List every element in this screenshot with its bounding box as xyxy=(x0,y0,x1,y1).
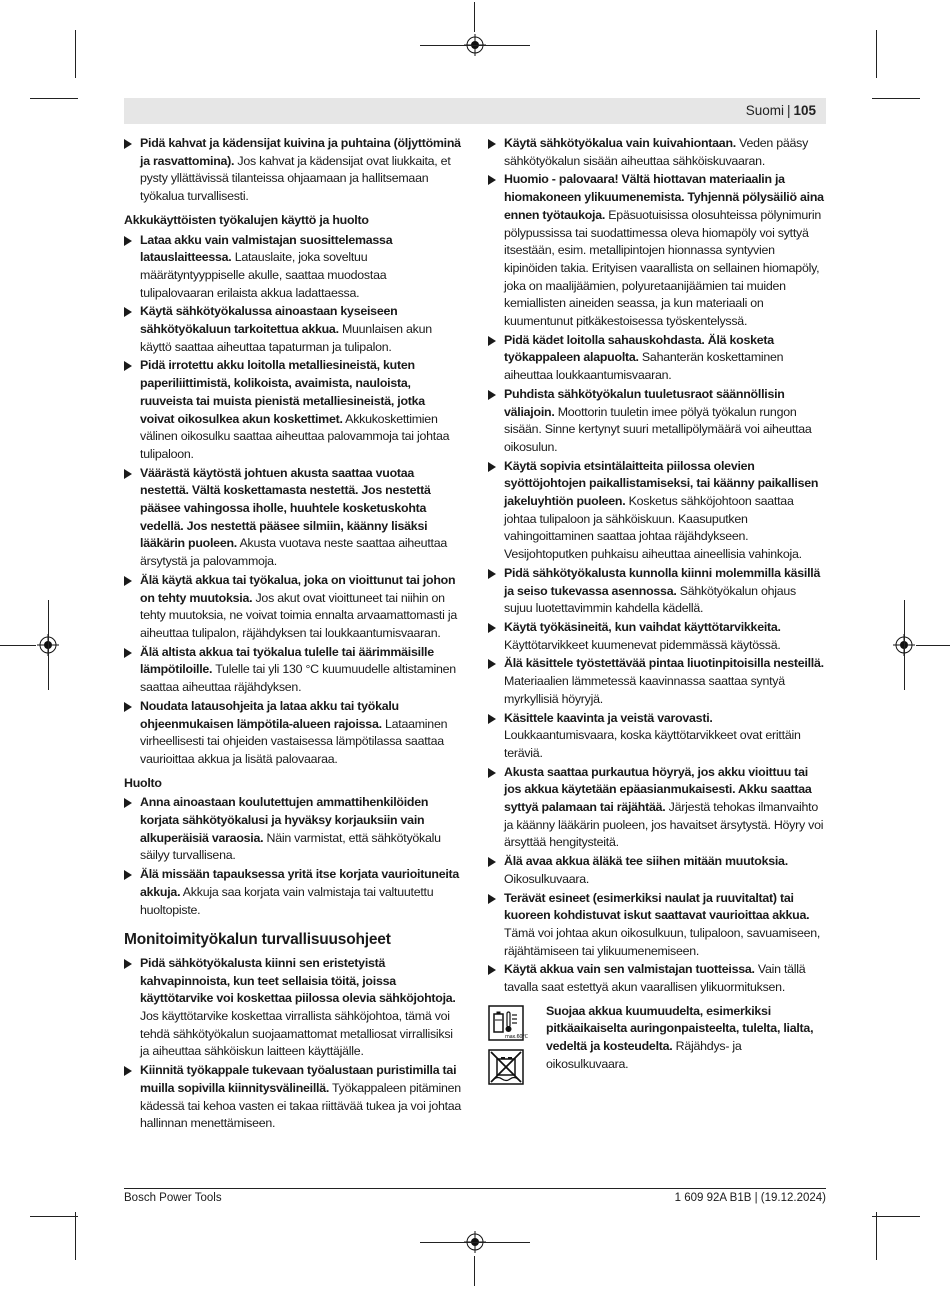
icon-note-text xyxy=(546,1003,826,1093)
header-separator: | xyxy=(786,103,791,118)
bullet-triangle-icon xyxy=(124,307,132,317)
crop-mark xyxy=(420,45,530,46)
item-bold-text: Pidä kädet loitolla sahauskohdasta. Älä kosketa työkappaleen alapuolta. xyxy=(504,332,774,365)
bullet-triangle-icon xyxy=(488,857,496,867)
item-body-text: Jos kahvat ja kädensijat ovat liukkaita, et pysty yllättävissä tilanteissa ohjaamaan ja hallitsemaan työkalua turvallisesti. xyxy=(140,153,451,204)
crop-mark xyxy=(75,30,76,78)
list-group xyxy=(124,794,462,919)
item-body-text: Järjestä tehokas ilmanvaihto ja käänny lääkärin puoleen, jos havaitset ärsytystä. Höyry voi ärsyttää hengitysteitä. xyxy=(504,800,824,850)
bullet-triangle-icon xyxy=(488,768,496,778)
bullet-triangle-icon xyxy=(124,576,132,586)
bullet-triangle-icon xyxy=(488,462,496,472)
item-bold-text: Käsittele kaavinta ja veistä varovasti. xyxy=(504,710,713,725)
bullet-triangle-icon xyxy=(124,236,132,246)
item-bold-text: Anna ainoastaan koulutettujen ammattihenkilöiden korjata sähkötyökalusi ja hyväksy korjauksiin vain alkuperäisiä varaosia. xyxy=(140,795,429,845)
bullet-triangle-icon xyxy=(488,623,496,633)
bullet-triangle-icon xyxy=(488,659,496,669)
item-bold-text: Pidä sähkötyökalusta kunnolla kiinni molemmilla käsillä ja seiso tukevassa asennossa. xyxy=(504,565,821,598)
crop-mark xyxy=(75,1212,76,1260)
item-body-text: Lataaminen virheellisesti tai ohjeiden vastaisessa lämpötilassa saattaa vaurioittaa akkua ja lisätä palovaaraa. xyxy=(140,716,448,766)
item-body-text: Oikosulkuvaara. xyxy=(504,871,590,886)
bullet-triangle-icon xyxy=(124,361,132,371)
crop-mark xyxy=(30,1216,78,1217)
list-item xyxy=(488,565,826,618)
item-body-text: Jos akut ovat vioittuneet tai niihin on tehty muutoksia, ne voivat toimia ennalta arvaamattomasti ja aiheuttaa tulipalon, räjähdyksen tai loukkaantumisvaaran. xyxy=(140,590,457,640)
icon-note-bold: Suojaa akkua kuumuudelta, esimerkiksi pitkäaikaiselta auringonpaisteelta, tulelta, lialta, vedeltä ja kosteudelta. xyxy=(546,1003,814,1054)
crop-mark xyxy=(872,1216,920,1217)
list-item xyxy=(124,1062,462,1133)
footer-rule xyxy=(124,1188,826,1189)
list-item xyxy=(124,698,462,769)
bullet-triangle-icon xyxy=(124,1066,132,1076)
crop-mark xyxy=(876,1212,877,1260)
page-number: 105 xyxy=(793,103,816,118)
list-item xyxy=(488,135,826,170)
list-item xyxy=(488,853,826,888)
item-body-text: Akkuja saa korjata vain valmistaja tai valtuutettu huoltopiste. xyxy=(140,884,434,917)
page-header xyxy=(124,98,826,124)
list-item xyxy=(124,303,462,356)
item-bold-text: Käytä akkua vain sen valmistajan tuotteissa. xyxy=(504,962,755,977)
list-item xyxy=(124,794,462,865)
footer-doc-number: 1 609 92A B1B | (19.12.2024) xyxy=(674,1192,826,1204)
section-heading-battery: Akkukäyttöisten työkalujen käyttö ja huolto xyxy=(124,212,369,227)
bullet-triangle-icon xyxy=(488,336,496,346)
item-body-text: Veden pääsy sähkötyökalun sisään aiheuttaa sähköiskuvaaran. xyxy=(504,136,809,168)
bullet-triangle-icon xyxy=(488,714,496,724)
crop-mark xyxy=(876,30,877,78)
item-bold-text: Puhdista sähkötyökalun tuuletusraot säännöllisin väliajoin. xyxy=(504,386,785,419)
battery-heat-warning-icon xyxy=(488,1005,528,1041)
list-group xyxy=(124,955,462,1133)
item-bold-text: Pidä irrotettu akku loitolla metalliesineistä, kuten paperiliittimistä, kolikoista, avaimista, nauloista, ruuveista tai muista pienistä metalliesineistä, jotka voivat oikosulkea akun koskettimet. xyxy=(140,358,425,426)
bullet-triangle-icon xyxy=(124,959,132,969)
list-item xyxy=(124,955,462,1061)
item-bold-text: Kiinnitä työkappale tukevaan työalustaan puristimilla tai muilla sopivilla kiinnitysvälineillä. xyxy=(140,1063,457,1095)
bullet-triangle-icon xyxy=(124,798,132,808)
list-item xyxy=(488,619,826,654)
bullet-triangle-icon xyxy=(488,175,496,185)
item-bold-text: Älä avaa akkua äläkä tee siihen mitään muutoksia. xyxy=(504,854,788,869)
item-bold-text: Pidä sähkötyökalusta kiinni sen eristetyistä kahvapinnoista, kun teet sellaisia töitä, joissa käyttötarvike voi koskettaa piilossa olevia sähköjohtoja. xyxy=(140,955,456,1006)
item-bold-text: Käytä sopivia etsintälaitteita piilossa olevien syöttöjohtojen paikallistamiseksi, tai käänny paikallisen jakeluyhtiön puoleen. xyxy=(504,458,819,509)
item-body-text: Epäsuotuisissa olosuhteissa pölynimurin pölypussissa tai suodattimessa oleva hiomapöly voi syttyä itsestään, esim. metallipintojen hionnassa syntyvien kipinöiden takia. Erityisen vaarallista on sellainen hiomapöly, joka on maalijäämien, polyuretaanijäämien tai muiden kemiallisten aineiden seassa, ja kun materiaali on kuumentunut pitkäkestoisessa työskentelyssä. xyxy=(504,207,821,329)
item-bold-text: Älä altista akkua tai työkalua tulelle tai äärimmäisille lämpötiloille. xyxy=(140,644,434,677)
item-body-text: Näin varmistat, että sähkötyökalu säilyy turvallisena. xyxy=(140,830,441,863)
item-bold-text: Pidä kahvat ja kädensijat kuivina ja puhtaina (öljyttöminä ja rasvattomina). xyxy=(140,136,461,168)
item-bold-text: Älä käsittele työstettävää pintaa liuotinpitoisilla nesteillä. xyxy=(504,656,824,671)
item-body-text: Sähkötyökalun ohjaus sujuu luotettavimmin kahdella kädellä. xyxy=(504,583,796,616)
crop-mark xyxy=(474,1256,475,1286)
item-body-text: Moottorin tuuletin imee pölyä työkalun rungon sisään. Sinne kertynyt suuri metallipölymäärä voi aiheuttaa oikosulun. xyxy=(504,404,812,454)
icon-note xyxy=(488,1003,826,1093)
item-body-text: Akusta vuotava neste saattaa aiheuttaa ärsytystä ja palovammoja. xyxy=(140,536,447,569)
item-bold-text: Akusta saattaa purkautua höyryä, jos akku vioittuu tai jos akkua käytetään epäasianmukaisesti. Akku saattaa syttyä palamaan tai räjähtää. xyxy=(504,764,812,815)
section-heading-service: Huolto xyxy=(124,775,162,790)
list-item xyxy=(488,332,826,385)
list-item xyxy=(124,465,462,571)
bullet-triangle-icon xyxy=(488,569,496,579)
bullet-triangle-icon xyxy=(488,139,496,149)
item-body-text: Materiaalien lämmetessä kaavinnassa saattaa syntyä myrkyllisiä höyryjä. xyxy=(504,674,785,706)
crop-mark xyxy=(30,98,78,99)
list-item xyxy=(488,386,826,457)
section-heading-multitool: Monitoimityökalun turvallisuusohjeet xyxy=(124,931,391,949)
item-bold-text: Terävät esineet (esimerkiksi naulat ja ruuvitaltat) tai kuoreen kohdistuvat iskut saattavat vaurioittaa akkua. xyxy=(504,890,810,923)
crop-mark xyxy=(48,600,49,690)
item-bold-text: Väärästä käytöstä johtuen akusta saattaa vuotaa nestettä. Vältä koskettamasta nestettä. Jos nestettä pääsee vahingossa iholle, huuhtele kosketuskohta vedellä. Jos nestettä pääsee silmiin, käänny lisäksi lääkärin puoleen. xyxy=(140,465,431,551)
crop-mark xyxy=(916,645,950,646)
bullet-triangle-icon xyxy=(124,702,132,712)
left-column xyxy=(124,135,462,1134)
bullet-triangle-icon xyxy=(124,139,132,149)
item-bold-text: Huomio - palovaara! Vältä hiottavan materiaalin ja hiomakoneen ylikuumenemista. Tyhjennä pölysäiliö aina ennen työtaukoja. xyxy=(504,172,824,222)
item-body-text: Muunlaisen akun käyttö saattaa aiheuttaa tapaturman ja tulipalon. xyxy=(140,322,432,354)
item-bold-text: Lataa akku vain valmistajan suosittelemassa latauslaitteessa. xyxy=(140,232,393,265)
list-item xyxy=(488,458,826,564)
item-body-text: Vain tällä tavalla saat estettyä akun vaarallisen ylikuormituksen. xyxy=(504,962,806,995)
item-body-text: Sahanterän koskettaminen aiheuttaa loukkaantumisvaaran. xyxy=(504,350,784,383)
icon-note-body: Räjähdys- ja oikosulkuvaara. xyxy=(546,1039,742,1071)
crop-mark xyxy=(872,98,920,99)
item-body-text: Latauslaite, joka soveltuu määrätyntyyppiselle akulle, saattaa muodostaa tulipalovaaran erilaista akkua ladattaessa. xyxy=(140,250,387,300)
list-item xyxy=(488,764,826,853)
item-body-text: Akkukoskettimien välinen oikosulku saattaa aiheuttaa palovammoja tai johtaa tulipaloon. xyxy=(140,411,450,461)
battery-no-water-icon xyxy=(488,1049,524,1085)
item-bold-text: Älä missään tapauksessa yritä itse korjata vaurioituneita akkuja. xyxy=(140,867,460,899)
item-body-text: Kosketus sähköjohtoon saattaa johtaa tulipaloon ja sähköiskuun. Kaasuputken vahingoittaminen saattaa johtaa räjähdykseen. Vesijohtoputken puhkaisu aiheuttaa aineellisia vahinkoja. xyxy=(504,494,802,562)
list-item xyxy=(124,866,462,919)
item-body-text: Jos käyttötarvike koskettaa virrallista sähköjohtoa, tämä voi tehdä sähkötyökalun suojaamattomat metalliosat virrallisiksi ja aiheuttaa sähköiskun laitteen käyttäjälle. xyxy=(140,1009,453,1059)
crop-mark xyxy=(0,645,36,646)
item-body-text: Työkappaleen pitäminen kädessä tai kehoa vasten ei takaa riittävää tukea ja voi johtaa hallinnan menettämiseen. xyxy=(140,1080,462,1131)
bullet-triangle-icon xyxy=(488,390,496,400)
crop-mark xyxy=(420,1242,530,1243)
list-item xyxy=(488,655,826,708)
icon-stack xyxy=(488,1003,546,1093)
item-bold-text: Noudata latausohjeita ja lataa akku tai työkalu ohjeenmukaisen lämpötila-alueen rajoissa. xyxy=(140,698,399,731)
item-bold-text: Käytä sähkötyökalua vain kuivahiontaan. xyxy=(504,136,736,150)
bullet-triangle-icon xyxy=(488,965,496,975)
list-group xyxy=(488,135,826,997)
item-bold-text: Älä käytä akkua tai työkalua, joka on vioittunut tai johon on tehty muutoksia. xyxy=(140,572,456,605)
list-item xyxy=(124,232,462,303)
list-item xyxy=(488,710,826,763)
bullet-triangle-icon xyxy=(124,648,132,658)
list-group xyxy=(124,135,462,206)
crop-mark xyxy=(904,600,905,690)
list-item xyxy=(124,572,462,643)
item-bold-text: Käytä sähkötyökalussa ainoastaan kyseiseen sähkötyökaluun tarkoitettua akkua. xyxy=(140,304,398,337)
item-body-text: Käyttötarvikkeet kuumenevat pidemmässä käytössä. xyxy=(504,637,781,652)
bullet-triangle-icon xyxy=(124,870,132,880)
footer-brand: Bosch Power Tools xyxy=(124,1192,222,1204)
list-item xyxy=(488,961,826,996)
bullet-triangle-icon xyxy=(488,894,496,904)
list-item xyxy=(124,644,462,697)
item-bold-text: Käytä työkäsineitä, kun vaihdat käyttötarvikkeita. xyxy=(504,619,781,634)
list-item xyxy=(488,171,826,330)
header-text xyxy=(746,103,816,118)
item-body-text: Tämä voi johtaa akun oikosulkuun, tulipaloon, savuamiseen, räjähtämiseen tai ylikuumenemiseen. xyxy=(504,925,821,958)
header-section: Suomi xyxy=(745,103,784,118)
list-item xyxy=(124,357,462,463)
crop-mark xyxy=(474,2,475,32)
item-body-text: Tulelle tai yli 130 °C kuumuudelle altistaminen saattaa aiheuttaa räjähdyksen. xyxy=(140,662,456,695)
item-body-text: Loukkaantumisvaara, koska käyttötarvikkeet ovat erittäin teräviä. xyxy=(504,728,801,760)
list-item xyxy=(124,135,462,206)
icon-label: max.60°C xyxy=(505,1033,528,1040)
bullet-triangle-icon xyxy=(124,469,132,479)
list-item xyxy=(488,890,826,961)
list-group xyxy=(124,232,462,769)
right-column xyxy=(488,135,826,1093)
